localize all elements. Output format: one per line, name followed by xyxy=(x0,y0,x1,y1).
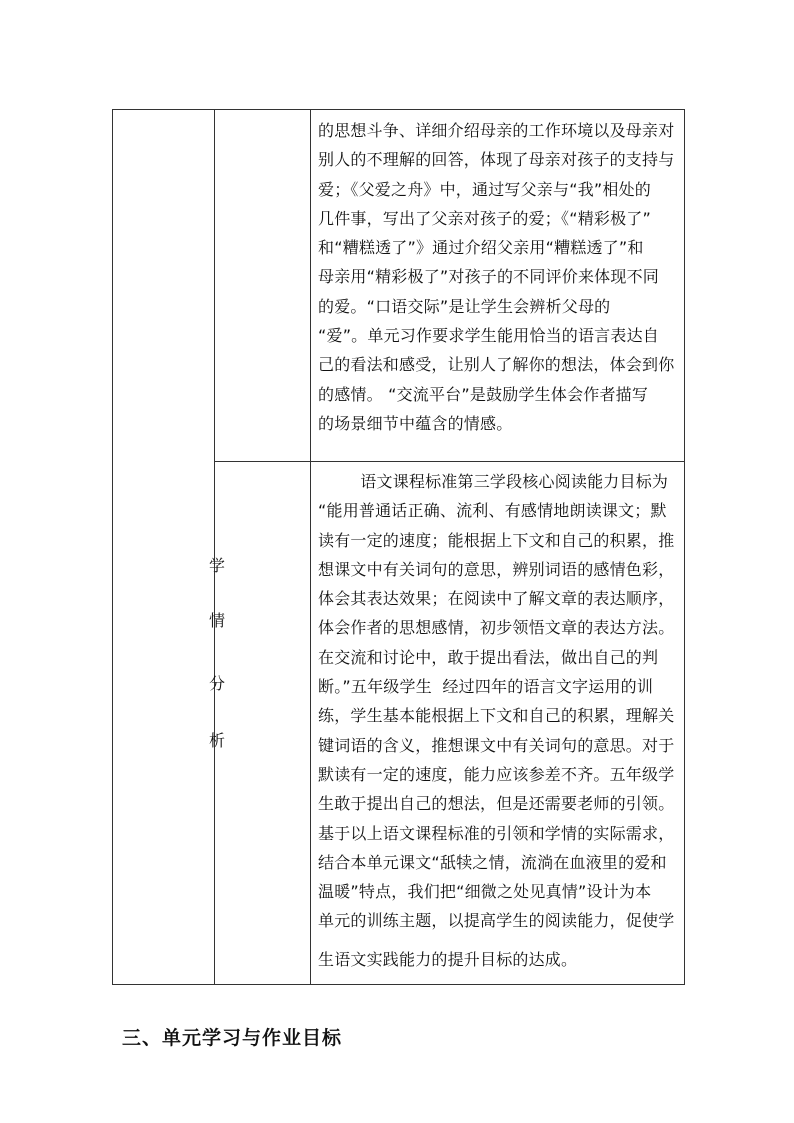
text-line: 练，学生基本能根据上下文和自己的积累，理解关 xyxy=(318,706,675,726)
text-line: “爱”。单元习作要求学生能用恰当的语言表达自 xyxy=(318,326,659,346)
text-line: 生敢于提出自己的想法，但是还需要老师的引领。 xyxy=(318,794,675,814)
text-line: 的场景细节中蕴含的情感。 xyxy=(318,413,513,433)
label-char: 学 xyxy=(209,556,226,575)
textbook-analysis-text xyxy=(311,110,684,438)
text-line: 单元的训练主题，以提高学生的阅读能力，促使学 xyxy=(318,911,675,931)
text-line: 体会作者的思想感情，初步领悟文章的表达方法。 xyxy=(318,618,675,638)
text-line: 断。”五年级学生 经过四年的语言文字运用的训 xyxy=(318,677,654,697)
student-analysis-cell xyxy=(311,462,685,985)
text-line: 想课文中有关词句的意思，辨别词语的感情色彩， xyxy=(318,559,675,579)
text-line: “能用普通话正确、流利、有感情地朗读课文；默 xyxy=(318,501,667,521)
text-line: 温暖”特点，我们把“细微之处见真情”设计为本 xyxy=(318,882,652,902)
text-line: 键词语的含义，推想课文中有关词句的意思。对于 xyxy=(318,735,675,755)
content-table xyxy=(112,109,685,985)
table-row-textbook-analysis xyxy=(113,110,685,462)
text-line: 语文课程标准第三学段核心阅读能力目标为 xyxy=(318,472,669,491)
text-line: 默读有一定的速度，能力应该参差不齐。五年级学 xyxy=(318,764,675,784)
textbook-analysis-cell xyxy=(311,110,685,462)
text-line: 母亲用“精彩极了”对孩子的不同评价来体现不同 xyxy=(318,267,659,287)
text-line: 和“糟糕透了”》通过介绍父亲用“糟糕透了”和 xyxy=(318,238,644,258)
text-line: 读有一定的速度；能根据上下文和自己的积累，推 xyxy=(318,530,675,550)
student-analysis-text xyxy=(311,462,684,974)
student-analysis-label-cell xyxy=(209,462,311,985)
text-line: 体会其表达效果；在阅读中了解文章的表达顺序， xyxy=(318,589,675,609)
label-char: 分 xyxy=(209,674,226,693)
text-line: 生语文实践能力的提升目标的达成。 xyxy=(318,949,578,969)
section-heading: 三、单元学习与作业目标 xyxy=(122,1027,343,1049)
text-line: 己的看法和感受，让别人了解你的想法，体会到你 xyxy=(318,355,675,375)
text-line: 的爱。“口语交际”是让学生会辨析父母的 xyxy=(318,296,611,316)
outer-label-cell xyxy=(113,110,215,985)
text-line: 的思想斗争、详细介绍母亲的工作环境以及母亲对 xyxy=(318,121,675,140)
text-line: 别人的不理解的回答，体现了母亲对孩子的支持与 xyxy=(318,150,675,170)
text-line: 基于以上语文课程标准的引领和学情的实际需求， xyxy=(318,823,675,843)
row-label-cell xyxy=(215,110,311,462)
text-line: 的感情。 “交流平台”是鼓励学生体会作者描写 xyxy=(318,384,649,404)
text-line: 在交流和讨论中，敢于提出看法，做出自己的判 xyxy=(318,647,659,667)
text-line: 爱；《父爱之舟》中，通过写父亲与“我”相处的 xyxy=(318,179,651,199)
text-line: 结合本单元课文“舐犊之情，流淌在血液里的爱和 xyxy=(318,852,667,872)
label-char: 析 xyxy=(209,731,226,750)
label-char: 情 xyxy=(209,611,226,630)
text-line: 几件事，写出了父亲对孩子的爱；《“精彩极了” xyxy=(318,208,651,228)
